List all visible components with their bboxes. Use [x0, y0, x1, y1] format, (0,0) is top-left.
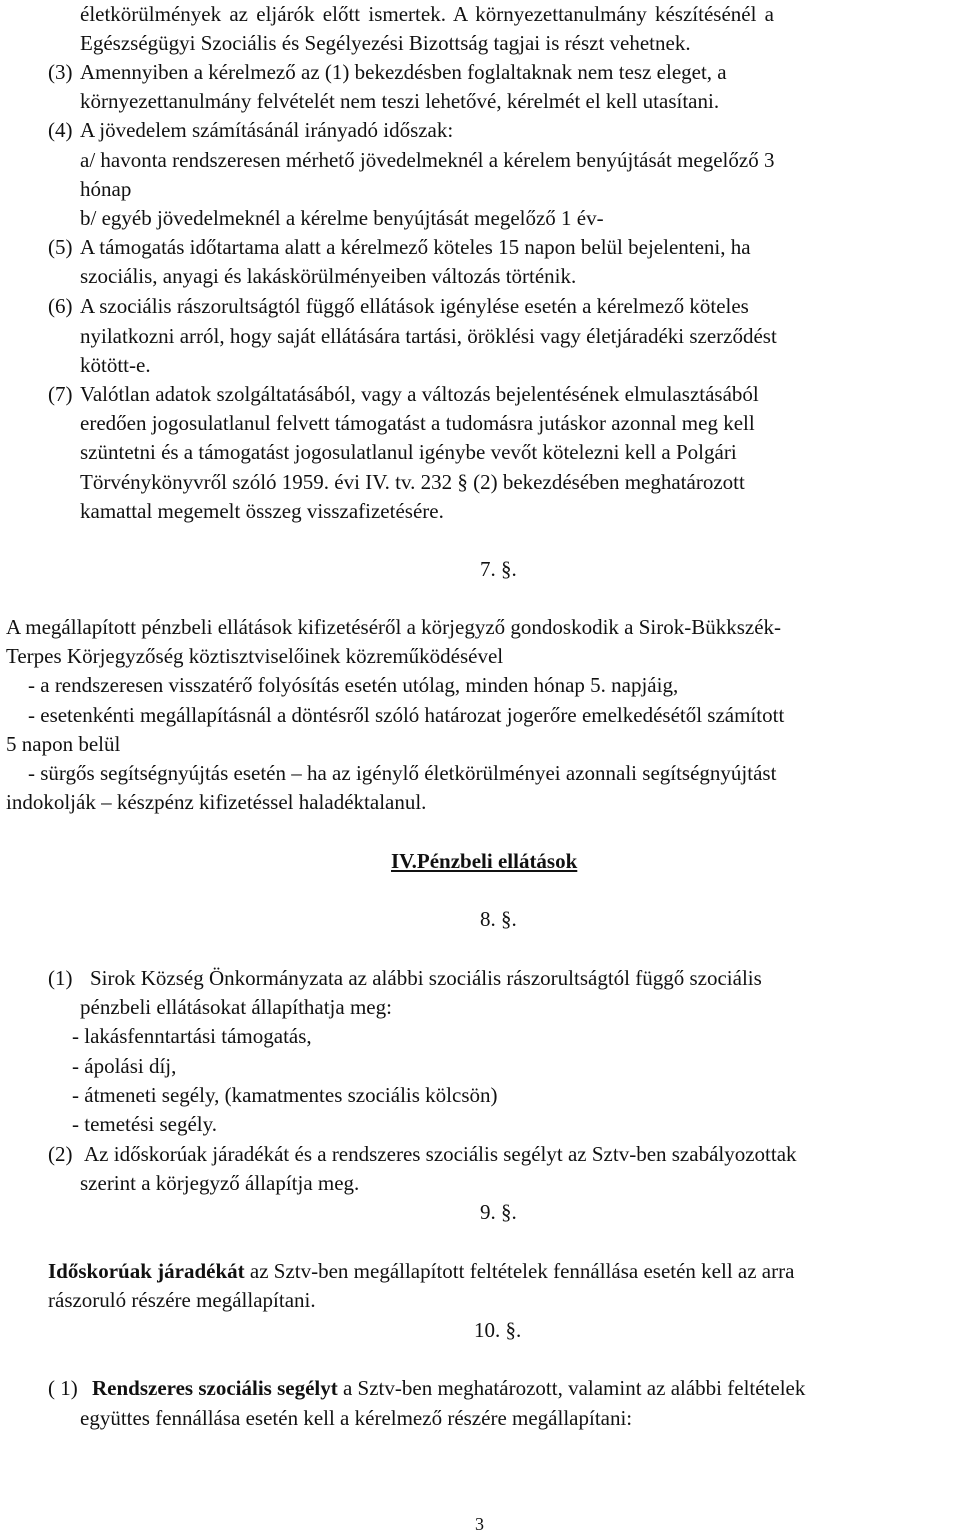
text-line: - sürgős segítségnyújtás esetén – ha az igénylő életkörülményei azonnali segítségnyújtást — [28, 761, 777, 785]
text-line: 5 napon belül — [6, 732, 121, 756]
text-line: nyilatkozni arról, hogy saját ellátására tartási, öröklési vagy életjáradéki szerződést — [80, 324, 777, 348]
text-line: indokolják – készpénz kifizetéssel haladéktalanul. — [6, 790, 427, 814]
text-line: Egészségügyi Szociális és Segélyezési Bizottság tagjai is részt vehetnek. — [80, 31, 691, 55]
chapter-title: IV.Pénzbeli ellátások — [391, 849, 578, 873]
paragraph-number: (1) — [48, 966, 73, 990]
text-line: A jövedelem számításánál irányadó időszak: — [80, 118, 454, 142]
page-number: 3 — [475, 1514, 484, 1534]
text-line: környezettanulmány felvételét nem teszi lehetővé, kérelmét el kell utasítani. — [80, 89, 720, 113]
text-line: szüntetni és a támogatást jogosulatlanul igénybe vevőt kötelezni kell a Polgári — [80, 440, 737, 464]
text-line: kamattal megemelt összeg visszafizetésére. — [80, 499, 444, 523]
text-line: A szociális rászorultságtól függő ellátások igénylése esetén a kérelmező köteles — [80, 294, 749, 318]
text-run: a Sztv-ben meghatározott, valamint az alábbi feltételek — [337, 1376, 806, 1400]
text-line: eredően jogosulatlanul felvett támogatást a tudomásra jutáskor azonnal meg kell — [80, 411, 755, 435]
text-line — [92, 1378, 805, 1399]
section-heading: 8. §. — [480, 907, 517, 931]
text-line: Az időskorúak járadékát és a rendszeres szociális segélyt az Sztv-ben szabályozottak — [84, 1142, 797, 1166]
list-item: - ápolási díj, — [72, 1054, 177, 1078]
paragraph-number: ( 1) — [48, 1376, 78, 1400]
text-line: együttes fennállása esetén kell a kérelmező részére megállapítani: — [80, 1406, 633, 1430]
text-line: Amennyiben a kérelmező az (1) bekezdésben foglaltaknak nem tesz eleget, a — [80, 60, 727, 84]
paragraph-number: (5) — [48, 235, 73, 259]
paragraph-number: (7) — [48, 382, 73, 406]
text-line: Törvénykönyvről szóló 1959. évi IV. tv. 232 § (2) bekezdésében meghatározott — [80, 470, 745, 494]
text-line: Valótlan adatok szolgáltatásából, vagy a változás bejelentésének elmulasztásából — [80, 382, 759, 406]
paragraph-number: (2) — [48, 1142, 73, 1166]
paragraph-number: (6) — [48, 294, 73, 318]
text-line: rászoruló részére megállapítani. — [48, 1288, 316, 1312]
text-line: - a rendszeresen visszatérő folyósítás esetén utólag, minden hónap 5. napjáig, — [28, 673, 679, 697]
list-item: - temetési segély. — [72, 1112, 218, 1136]
paragraph-number: (4) — [48, 118, 73, 142]
paragraph-number: (3) — [48, 60, 73, 84]
text-line: pénzbeli ellátásokat állapíthatja meg: — [80, 995, 392, 1019]
text-line: kötött-e. — [80, 353, 151, 377]
text-line: A támogatás időtartama alatt a kérelmező köteles 15 napon belül bejelenteni, ha — [80, 235, 751, 259]
list-item: - átmeneti segély, (kamatmentes szociális kölcsön) — [72, 1083, 498, 1107]
text-line: szerint a körjegyző állapítja meg. — [80, 1171, 360, 1195]
text-line — [48, 1261, 794, 1282]
list-item: - lakásfenntartási támogatás, — [72, 1024, 312, 1048]
section-heading: 9. §. — [480, 1200, 517, 1224]
bold-term: Időskorúak járadékát — [48, 1259, 245, 1283]
section-heading: 7. §. — [480, 557, 517, 581]
text-line: életkörülmények az eljárók előtt ismertek. A környezettanulmány készítésénél a — [80, 2, 775, 26]
text-line: A megállapított pénzbeli ellátások kifizetéséről a körjegyző gondoskodik a Sirok-Bükkszék- — [6, 615, 782, 639]
section-heading: 10. §. — [474, 1318, 522, 1342]
text-line: a/ havonta rendszeresen mérhető jövedelmeknél a kérelem benyújtását megelőző 3 — [80, 148, 775, 172]
text-line: Sirok Község Önkormányzata az alábbi szociális rászorultságtól függő szociális — [90, 966, 762, 990]
text-run: az Sztv-ben megállapított feltételek fennállása esetén kell az arra — [244, 1259, 795, 1283]
text-line: Terpes Körjegyzőség köztisztviselőinek közreműködésével — [6, 644, 504, 668]
text-line: b/ egyéb jövedelmeknél a kérelme benyújtását megelőző 1 év- — [80, 206, 604, 230]
bold-term: Rendszeres szociális segélyt — [92, 1376, 338, 1400]
text-line: hónap — [80, 177, 132, 201]
text-line: szociális, anyagi és lakáskörülményeiben változás történik. — [80, 264, 577, 288]
text-line: - esetenkénti megállapításnál a döntésről szóló határozat jogerőre emelkedésétől számított — [28, 703, 785, 727]
